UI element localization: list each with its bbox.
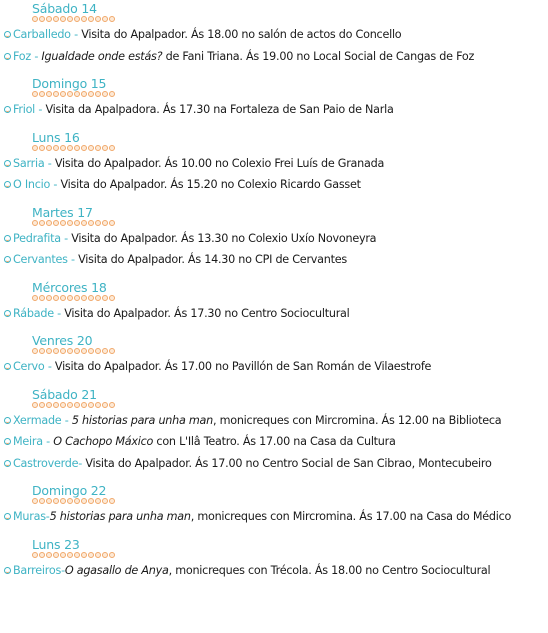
dot-icon: [109, 16, 115, 22]
event-separator: -: [50, 178, 61, 191]
dot-icon: [109, 402, 115, 408]
day-header: [32, 77, 548, 99]
day-section: [0, 538, 548, 582]
dot-icon: [88, 295, 94, 301]
event-place: Sarria: [13, 156, 45, 170]
dot-icon: [53, 348, 59, 354]
dot-icon: [39, 16, 45, 22]
dot-icon: [74, 498, 80, 504]
event-place: Cervantes: [13, 253, 68, 266]
event-text: Visita do Apalpador. Ás 15.20 no Colexio Ricardo Gasset: [60, 178, 361, 191]
dot-icon: [81, 498, 87, 504]
event-item: [0, 560, 548, 582]
dot-icon: [32, 498, 38, 504]
dot-icon: [53, 552, 59, 558]
day-section: [0, 281, 548, 335]
dot-icon: [46, 295, 52, 301]
dot-icon: [60, 16, 66, 22]
event-text: , monicreques con Mircromina. Ás 17.00 na Casa do Médico: [190, 510, 512, 523]
event-separator: -: [42, 435, 54, 448]
event-text: , monicreques con Trécola. Ás 18.00 no Centro Sociocultural: [168, 563, 491, 577]
event-separator: -: [78, 456, 86, 470]
dot-icon: [46, 498, 52, 504]
event-text: Visita da Apalpadora. Ás 17.30 na Fortaleza de San Paio de Narla: [45, 103, 394, 116]
dot-icon: [60, 498, 66, 504]
day-title: Luns 23: [32, 536, 80, 552]
dot-icon: [74, 145, 80, 151]
event-place: Carballedo: [13, 28, 71, 41]
day-section: [0, 206, 548, 281]
bullet-icon: [4, 417, 11, 424]
dot-icon: [88, 498, 94, 504]
dot-icon: [95, 498, 101, 504]
bullet-icon: [4, 513, 11, 520]
event-item: [0, 303, 548, 325]
day-section: [0, 484, 548, 538]
day-header: [32, 281, 548, 303]
day-header: [32, 131, 548, 153]
event-separator: -: [70, 28, 82, 41]
dot-icon: [102, 220, 108, 226]
dot-icon: [53, 145, 59, 151]
event-place: Foz: [13, 49, 32, 63]
dot-icon: [102, 91, 108, 97]
day-header: [32, 2, 548, 24]
dot-icon: [109, 498, 115, 504]
decorative-dots: [32, 295, 548, 301]
event-item: [0, 99, 548, 121]
bullet-icon: [4, 363, 11, 370]
dot-icon: [81, 91, 87, 97]
day-spacer: [0, 378, 548, 388]
event-item: [0, 249, 548, 271]
bullet-icon: [4, 567, 11, 574]
dot-icon: [102, 552, 108, 558]
dot-icon: [60, 145, 66, 151]
dot-icon: [74, 295, 80, 301]
dot-icon: [60, 402, 66, 408]
dot-icon: [102, 498, 108, 504]
dot-icon: [102, 16, 108, 22]
event-text: Visita do Apalpador. Ás 18.00 no salón de actos do Concello: [81, 28, 402, 41]
dot-icon: [46, 91, 52, 97]
event-separator: -: [60, 231, 72, 245]
dot-icon: [32, 552, 38, 558]
dot-icon: [39, 402, 45, 408]
dot-icon: [67, 348, 73, 354]
event-title: 5 historias para unha man: [49, 510, 191, 523]
day-section: [0, 77, 548, 131]
day-header: [32, 206, 548, 228]
dot-icon: [109, 552, 115, 558]
event-item: [0, 46, 548, 68]
event-place: Muras: [13, 510, 46, 523]
event-item: [0, 153, 548, 175]
dot-icon: [46, 402, 52, 408]
dot-icon: [74, 348, 80, 354]
dot-icon: [67, 402, 73, 408]
dot-icon: [81, 145, 87, 151]
dot-icon: [46, 552, 52, 558]
dot-icon: [67, 295, 73, 301]
bullet-icon: [4, 235, 11, 242]
day-title: Domingo 15: [32, 76, 107, 91]
dot-icon: [81, 402, 87, 408]
dot-icon: [60, 348, 66, 354]
dot-icon: [102, 145, 108, 151]
event-item: [0, 431, 548, 453]
event-title: O Cachopo Máxico: [53, 435, 154, 448]
event-separator: -: [44, 360, 55, 373]
dot-icon: [60, 220, 66, 226]
dot-icon: [109, 91, 115, 97]
dot-icon: [95, 402, 101, 408]
event-place: Cervo: [13, 360, 45, 373]
event-text: Visita do Apalpador. Ás 17.00 no Centro Social de San Cibrao, Montecubeiro: [85, 456, 492, 470]
day-section: [0, 388, 548, 485]
dot-icon: [53, 91, 59, 97]
dot-icon: [81, 552, 87, 558]
dot-icon: [60, 552, 66, 558]
decorative-dots: [32, 145, 548, 151]
dot-icon: [109, 220, 115, 226]
decorative-dots: [32, 498, 548, 504]
dot-icon: [67, 16, 73, 22]
dot-icon: [67, 145, 73, 151]
dot-icon: [88, 16, 94, 22]
dot-icon: [39, 145, 45, 151]
dot-icon: [67, 498, 73, 504]
day-spacer: [0, 528, 548, 538]
event-text: Visita do Apalpador. Ás 10.00 no Colexio Frei Luís de Granada: [54, 156, 385, 170]
day-header: [32, 484, 548, 506]
dot-icon: [95, 91, 101, 97]
dot-icon: [46, 348, 52, 354]
dot-icon: [74, 16, 80, 22]
event-text: con L'Ilâ Teatro. Ás 17.00 na Casa da Cultura: [153, 435, 396, 448]
events-calendar: [0, 2, 548, 581]
dot-icon: [81, 16, 87, 22]
event-item: [0, 228, 548, 250]
event-separator: -: [44, 156, 55, 170]
dot-icon: [32, 348, 38, 354]
dot-icon: [88, 145, 94, 151]
dot-icon: [39, 348, 45, 354]
dot-icon: [32, 91, 38, 97]
dot-icon: [53, 16, 59, 22]
event-place: Friol: [13, 103, 36, 116]
dot-icon: [67, 552, 73, 558]
dot-icon: [88, 348, 94, 354]
dot-icon: [81, 295, 87, 301]
event-place: Pedrafita: [13, 231, 61, 245]
dot-icon: [46, 16, 52, 22]
decorative-dots: [32, 552, 548, 558]
bullet-icon: [4, 460, 11, 467]
dot-icon: [102, 402, 108, 408]
day-title: Sábado 14: [32, 1, 97, 16]
event-separator: -: [45, 510, 50, 523]
decorative-dots: [32, 220, 548, 226]
dot-icon: [95, 16, 101, 22]
event-item: [0, 24, 548, 46]
event-place: Xermade: [13, 413, 62, 427]
dot-icon: [53, 220, 59, 226]
event-title: Igualdade onde estás?: [41, 49, 163, 63]
dot-icon: [109, 348, 115, 354]
dot-icon: [32, 145, 38, 151]
bullet-icon: [4, 106, 11, 113]
dot-icon: [46, 220, 52, 226]
day-title: Luns 16: [32, 129, 80, 145]
bullet-icon: [4, 256, 11, 263]
dot-icon: [39, 498, 45, 504]
event-separator: -: [61, 563, 65, 577]
event-place: Castroverde: [13, 456, 79, 470]
dot-icon: [39, 552, 45, 558]
dot-icon: [74, 402, 80, 408]
event-place: Barreiros: [13, 563, 62, 577]
dot-icon: [39, 91, 45, 97]
dot-icon: [109, 145, 115, 151]
event-text: Visita do Apalpador. Ás 17.30 no Centro Sociocultural: [64, 306, 350, 320]
dot-icon: [32, 402, 38, 408]
event-title: 5 historias para unha man: [71, 413, 213, 427]
bullet-icon: [4, 181, 11, 188]
day-title: Venres 20: [32, 333, 93, 348]
dot-icon: [74, 91, 80, 97]
event-item: [0, 174, 548, 196]
dot-icon: [67, 91, 73, 97]
event-separator: -: [53, 306, 65, 320]
dot-icon: [95, 295, 101, 301]
dot-icon: [88, 220, 94, 226]
day-spacer: [0, 196, 548, 206]
bullet-icon: [4, 438, 11, 445]
dot-icon: [88, 402, 94, 408]
decorative-dots: [32, 402, 548, 408]
dot-icon: [53, 402, 59, 408]
dot-icon: [39, 295, 45, 301]
dot-icon: [67, 220, 73, 226]
event-item: [0, 453, 548, 475]
bullet-icon: [4, 160, 11, 167]
dot-icon: [74, 220, 80, 226]
day-title: Sábado 21: [32, 386, 97, 402]
event-separator: -: [31, 49, 42, 63]
event-item: [0, 506, 548, 528]
dot-icon: [81, 348, 87, 354]
event-text: Visita do Apalpador. Ás 13.30 no Colexio Uxío Novoneyra: [71, 231, 377, 245]
day-header: [32, 334, 548, 356]
day-title: Domingo 22: [32, 483, 107, 498]
event-separator: -: [67, 253, 79, 266]
day-title: Mércores 18: [32, 279, 107, 295]
dot-icon: [88, 552, 94, 558]
day-section: [0, 2, 548, 77]
day-spacer: [0, 271, 548, 281]
event-text: Visita do Apalpador. Ás 17.00 no Pavillón de San Román de Vilaestrofe: [54, 360, 432, 373]
decorative-dots: [32, 91, 548, 97]
dot-icon: [102, 295, 108, 301]
event-text: , monicreques con Mircromina. Ás 12.00 na Biblioteca: [212, 413, 502, 427]
event-item: [0, 410, 548, 432]
event-title: O agasallo de Anya: [64, 563, 169, 577]
event-place: Meira: [13, 435, 43, 448]
event-separator: -: [61, 413, 72, 427]
decorative-dots: [32, 348, 548, 354]
bullet-icon: [4, 310, 11, 317]
event-place: O Incio: [13, 178, 51, 191]
dot-icon: [32, 16, 38, 22]
dot-icon: [95, 145, 101, 151]
event-text: Visita do Apalpador. Ás 14.30 no CPI de Cervantes: [78, 253, 347, 266]
dot-icon: [46, 145, 52, 151]
day-header: [32, 538, 548, 560]
day-section: [0, 131, 548, 206]
day-spacer: [0, 121, 548, 131]
event-separator: -: [35, 103, 46, 116]
dot-icon: [32, 220, 38, 226]
dot-icon: [109, 295, 115, 301]
day-section: [0, 334, 548, 388]
day-title: Martes 17: [32, 204, 93, 220]
bullet-icon: [4, 31, 11, 38]
dot-icon: [74, 552, 80, 558]
dot-icon: [60, 295, 66, 301]
bullet-icon: [4, 53, 11, 60]
dot-icon: [88, 91, 94, 97]
event-item: [0, 356, 548, 378]
dot-icon: [102, 348, 108, 354]
event-place: Rábade: [13, 306, 54, 320]
dot-icon: [39, 220, 45, 226]
decorative-dots: [32, 16, 548, 22]
day-header: [32, 388, 548, 410]
event-text: de Fani Triana. Ás 19.00 no Local Social de Cangas de Foz: [162, 49, 475, 63]
dot-icon: [81, 220, 87, 226]
dot-icon: [32, 295, 38, 301]
dot-icon: [53, 498, 59, 504]
dot-icon: [95, 348, 101, 354]
dot-icon: [95, 552, 101, 558]
dot-icon: [60, 91, 66, 97]
dot-icon: [95, 220, 101, 226]
dot-icon: [53, 295, 59, 301]
